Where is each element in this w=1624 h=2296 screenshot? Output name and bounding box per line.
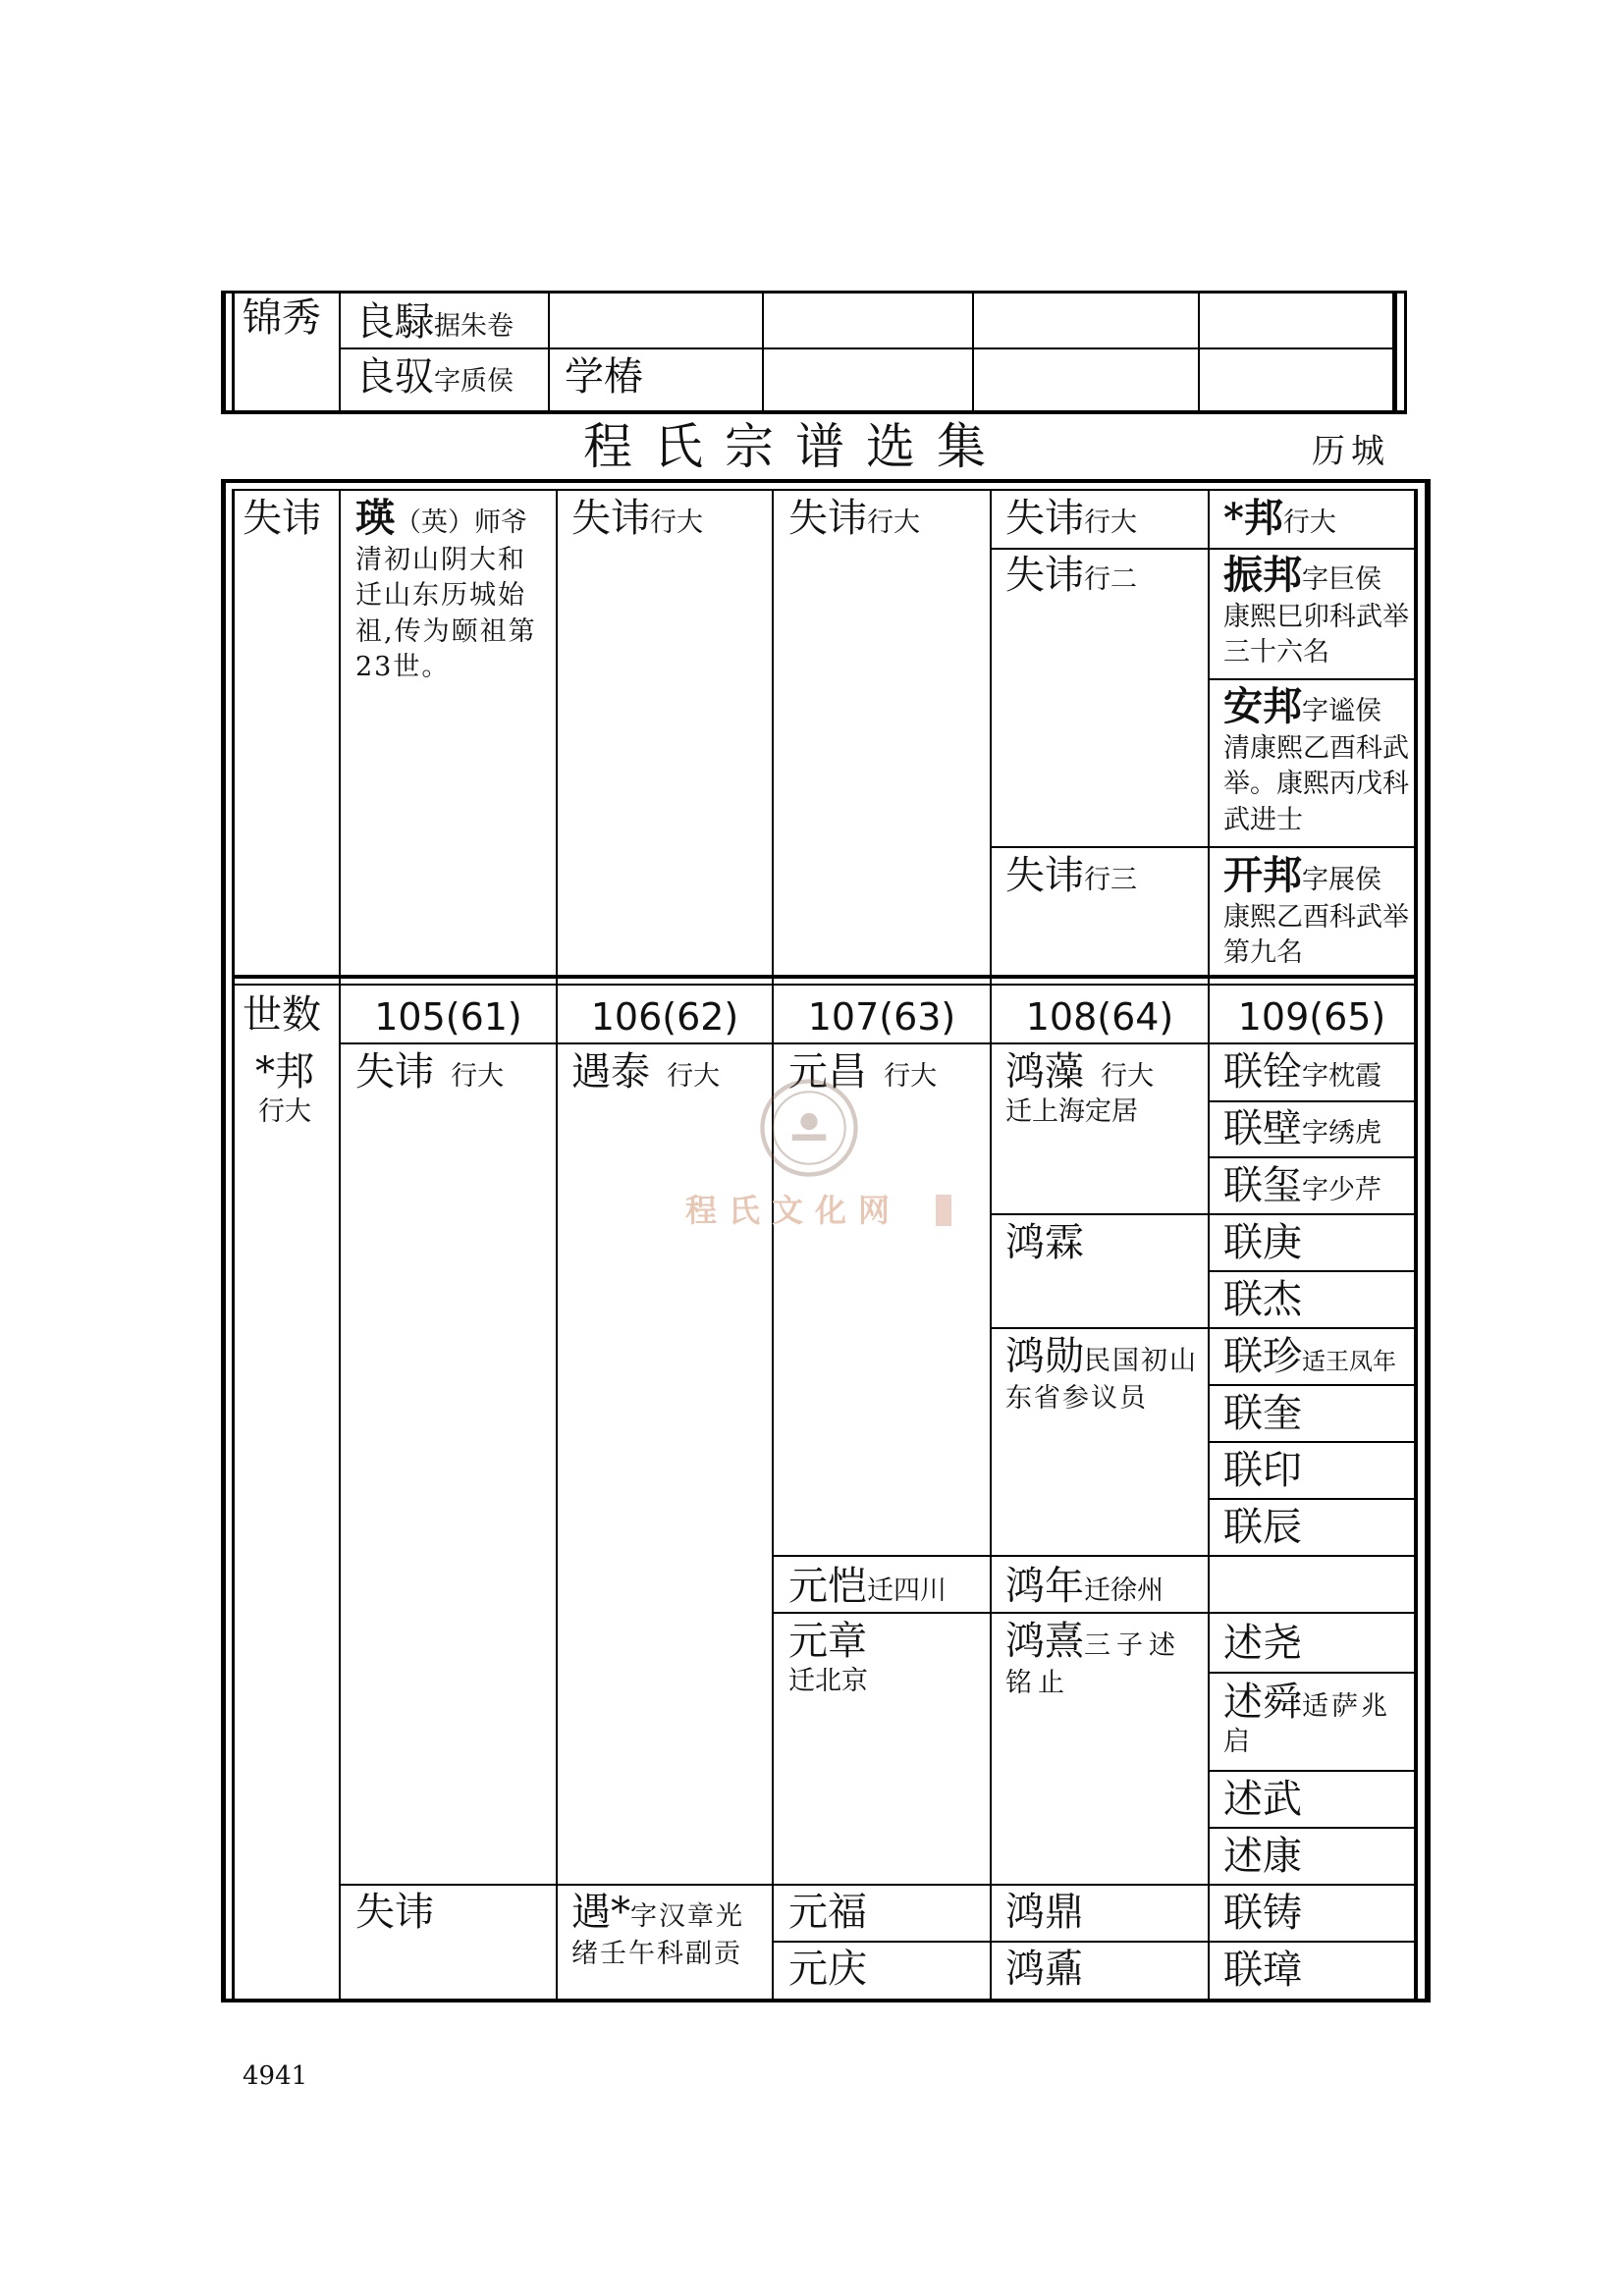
person-description: 迁上海定居 — [1005, 1095, 1138, 1127]
person-name: 遇泰 — [571, 1049, 650, 1095]
ancestor-entry — [355, 495, 548, 686]
person-entry — [1005, 495, 1137, 543]
person-name: 联铨 — [1223, 1049, 1302, 1095]
ancestor-name: 瑛 — [355, 495, 395, 541]
person-name: 鸿熹 — [1005, 1619, 1084, 1664]
person-name: 联铸 — [1223, 1891, 1302, 1936]
person-name: 联奎 — [1223, 1391, 1302, 1436]
person-note: 行大 — [650, 507, 703, 538]
person-entry — [1223, 1679, 1410, 1759]
person-name: 鸿鼒 — [1005, 1947, 1084, 1992]
person-entry — [1223, 1105, 1381, 1153]
person-name: 良驭 — [355, 354, 434, 400]
watermark-text: 程氏文化网 — [685, 1192, 902, 1229]
person-name: 鸿藻 — [1005, 1049, 1084, 1095]
root-name: *邦 — [255, 1049, 314, 1095]
person-note: 行大 — [884, 1061, 938, 1092]
person-name: 元福 — [788, 1890, 867, 1935]
person-name: 元恺 — [788, 1564, 867, 1609]
person-name: 失讳 — [1005, 553, 1084, 598]
person-note: 行大 — [1101, 1061, 1155, 1092]
person-entry — [1005, 1333, 1202, 1416]
person-note: 字展侯 — [1302, 865, 1381, 895]
person-name: 元庆 — [788, 1947, 867, 1992]
person-entry — [1005, 1618, 1202, 1701]
person-name: 失讳 — [571, 496, 650, 541]
person-entry — [355, 353, 514, 401]
root-entry — [253, 1048, 316, 1129]
unknown-name-cell: 失讳 — [243, 496, 321, 541]
person-entry — [571, 1889, 764, 1972]
person-name: 失讳 — [1005, 853, 1084, 898]
person-entry — [1223, 1162, 1381, 1210]
person-entry — [571, 1048, 720, 1096]
person-name: 联印 — [1223, 1448, 1302, 1493]
person-name: 联玺 — [1223, 1163, 1302, 1208]
watermark-stamp-icon — [935, 1194, 952, 1227]
generation-number: 106(62) — [590, 995, 739, 1039]
person-note: 行大 — [1084, 507, 1137, 538]
person-name: 元章 — [788, 1619, 867, 1664]
person-entry — [1223, 1048, 1381, 1096]
person-entry — [1223, 852, 1410, 972]
branch-label: 锦秀 — [243, 295, 321, 341]
ancestor-note: 清初山阴大和迁山东历城始祖,传为颐祖第23世。 — [355, 544, 537, 683]
person-description: 康熙乙酉科武举第九名 — [1223, 901, 1409, 969]
person-entry — [355, 298, 514, 347]
person-name: 联壁 — [1223, 1106, 1302, 1151]
person-note: 适萨兆启 — [1223, 1691, 1390, 1757]
generation-number: 107(63) — [807, 995, 956, 1039]
person-note: 字巨侯 — [1302, 564, 1381, 595]
person-note: 字质侯 — [434, 366, 514, 397]
watermark-seal-icon — [756, 1075, 862, 1181]
child-name: 学椿 — [565, 354, 643, 400]
person-note: 迁北京 — [788, 1665, 868, 1696]
generation-number: 108(64) — [1025, 995, 1174, 1039]
person-name: 联璋 — [1223, 1948, 1302, 1993]
person-name: 鸿年 — [1005, 1564, 1084, 1609]
person-name: 述舜 — [1223, 1680, 1302, 1725]
person-note: 据朱卷 — [434, 311, 514, 342]
person-note: 迁徐州 — [1084, 1575, 1164, 1606]
person-name: 述康 — [1223, 1834, 1302, 1879]
page-number: 4941 — [243, 2061, 308, 2091]
person-name: 鸿勋 — [1005, 1334, 1084, 1379]
generation-number: 105(61) — [374, 995, 522, 1039]
person-name: 联庚 — [1223, 1220, 1302, 1265]
person-entry — [1223, 495, 1336, 543]
person-entry — [1223, 683, 1410, 838]
person-note: 迁四川 — [867, 1575, 947, 1606]
person-note: 行大 — [667, 1061, 721, 1092]
person-name: 良騄 — [355, 299, 434, 345]
person-entry — [788, 1563, 947, 1611]
person-name: 失讳 — [355, 1049, 434, 1095]
person-note: 行大 — [1282, 507, 1336, 538]
person-entry — [571, 495, 703, 543]
person-note: 适王凤年 — [1302, 1348, 1396, 1375]
person-note: 字绣虎 — [1302, 1118, 1381, 1148]
generation-number: 109(65) — [1237, 995, 1386, 1039]
person-name: 安邦 — [1223, 683, 1302, 729]
person-note: 行大 — [867, 507, 920, 538]
person-name: 开邦 — [1223, 852, 1302, 898]
generation-label: 世数 — [243, 992, 321, 1038]
person-name: 振邦 — [1223, 552, 1302, 598]
person-note: 行大 — [451, 1061, 505, 1092]
person-name: 述武 — [1223, 1777, 1302, 1822]
person-note: 行三 — [1084, 865, 1137, 895]
person-name: 鸿鼎 — [1005, 1890, 1084, 1935]
place-label: 历城 — [1312, 432, 1390, 471]
person-name: 联珍 — [1223, 1334, 1302, 1379]
person-name: 鸿霖 — [1005, 1220, 1084, 1265]
person-name: 元昌 — [788, 1049, 867, 1095]
page-title: 程氏宗谱选集 — [583, 418, 1007, 475]
person-entry — [1005, 552, 1137, 600]
root-note: 行大 — [258, 1095, 311, 1127]
person-entry — [1005, 1563, 1164, 1611]
person-name: 失讳 — [1005, 496, 1084, 541]
person-entry — [1005, 1048, 1202, 1129]
person-entry — [355, 1889, 434, 1937]
ancestor-title: 师爷 — [474, 507, 527, 538]
person-entry — [1005, 852, 1137, 900]
person-entry — [1223, 552, 1410, 671]
person-name: 述尧 — [1223, 1621, 1302, 1666]
person-note: 民国初山东省参议员 — [1005, 1346, 1198, 1414]
person-note: 字枕霞 — [1302, 1061, 1381, 1092]
person-name: 遇* — [571, 1890, 630, 1935]
person-entry — [1223, 1333, 1396, 1381]
person-description: 康熙巳卯科武举三十六名 — [1223, 601, 1409, 668]
person-name: 联辰 — [1223, 1505, 1302, 1550]
person-name: 联杰 — [1223, 1277, 1302, 1322]
ancestor-alt-name: （英） — [395, 507, 474, 538]
person-name: *邦 — [1223, 495, 1283, 541]
person-name: 失讳 — [788, 496, 867, 541]
person-note: 字少芹 — [1302, 1175, 1381, 1205]
person-entry — [788, 495, 920, 543]
person-name: 失讳 — [355, 1890, 434, 1935]
person-note: 行二 — [1084, 564, 1137, 595]
person-description: 清康熙乙酉科武举。康熙丙戊科武进士 — [1223, 732, 1409, 835]
person-entry — [788, 1618, 868, 1698]
person-entry — [355, 1048, 504, 1096]
person-note: 三子述铭止 — [1005, 1630, 1181, 1698]
person-note: 字汉章光绪壬午科副贡 — [571, 1901, 744, 1969]
person-note: 字谧侯 — [1302, 696, 1381, 726]
